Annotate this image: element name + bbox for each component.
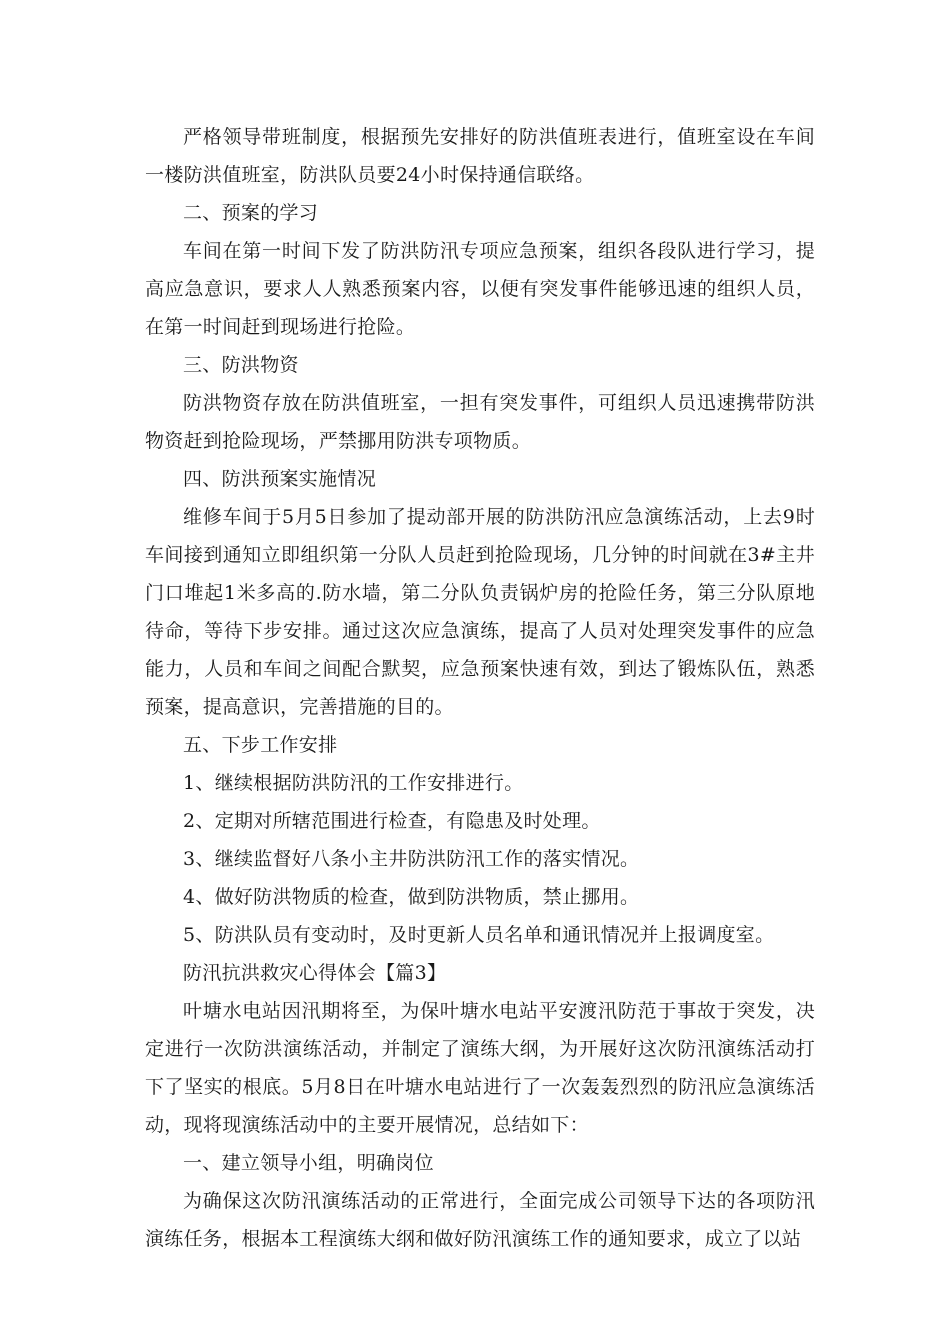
paragraph-duty-system: 严格领导带班制度，根据预先安排好的防洪值班表进行，值班室设在车间一楼防洪值班室，防洪队员要24小时保持通信联络。 [145,126,815,186]
paragraph-leadership-group: 为确保这次防汛演练活动的正常进行，全面完成公司领导下达的各项防汛演练任务，根据本工程演练大纲和做好防汛演练工作的通知要求，成立了以站 [145,1190,815,1250]
paragraph-plan-study: 车间在第一时间下发了防洪防汛专项应急预案，组织各段队进行学习，提高应急意识，要求人人熟悉预案内容，以便有突发事件能够迅速的组织人员，在第一时间赶到现场进行抢险。 [145,240,815,338]
paragraph-yetang-intro: 叶塘水电站因汛期将至，为保叶塘水电站平安渡汛防范于事故于突发，决定进行一次防洪演练活动，并制定了演练大纲，为开展好这次防汛演练活动打下了坚实的根底。5月8日在叶塘水电站进行了一次轰轰烈烈的防汛应急演练活动，现将现演练活动中的主要开展情况，总结如下： [145,1000,815,1136]
heading-plan-implementation: 四、防洪预案实施情况 [183,468,377,490]
list-item-next-step-2: 2、定期对所辖范围进行检查，有隐患及时处理。 [183,810,601,832]
paragraph-flood-supplies: 防洪物资存放在防洪值班室，一担有突发事件，可组织人员迅速携带防洪物资赶到抢险现场，严禁挪用防洪专项物质。 [145,392,815,452]
heading-leadership-group: 一、建立领导小组，明确岗位 [183,1152,434,1174]
document-body [145,118,815,1258]
list-item-next-step-1: 1、继续根据防洪防汛的工作安排进行。 [183,772,524,794]
list-item-next-step-4: 4、做好防洪物质的检查，做到防洪物质，禁止挪用。 [183,886,640,908]
heading-plan-study: 二、预案的学习 [183,202,319,224]
section-title-part-3: 防汛抗洪救灾心得体会【篇3】 [183,962,447,984]
list-item-next-step-3: 3、继续监督好八条小主井防洪防汛工作的落实情况。 [183,848,640,870]
heading-next-steps: 五、下步工作安排 [183,734,338,756]
heading-flood-supplies: 三、防洪物资 [183,354,299,376]
paragraph-plan-implementation: 维修车间于5月5日参加了提动部开展的防洪防汛应急演练活动，上去9时车间接到通知立即组织第一分队人员赶到抢险现场，几分钟的时间就在3#主井门口堆起1米多高的.防水墙，第二分队负责锅炉房的抢险任务，第三分队原地待命，等待下步安排。通过这次应急演练，提高了人员对处理突发事件的应急能力，人员和车间之间配合默契，应急预案快速有效，到达了锻炼队伍，熟悉预案，提高意识，完善措施的目的。 [145,506,815,718]
list-item-next-step-5: 5、防洪队员有变动时，及时更新人员名单和通讯情况并上报调度室。 [183,924,775,946]
